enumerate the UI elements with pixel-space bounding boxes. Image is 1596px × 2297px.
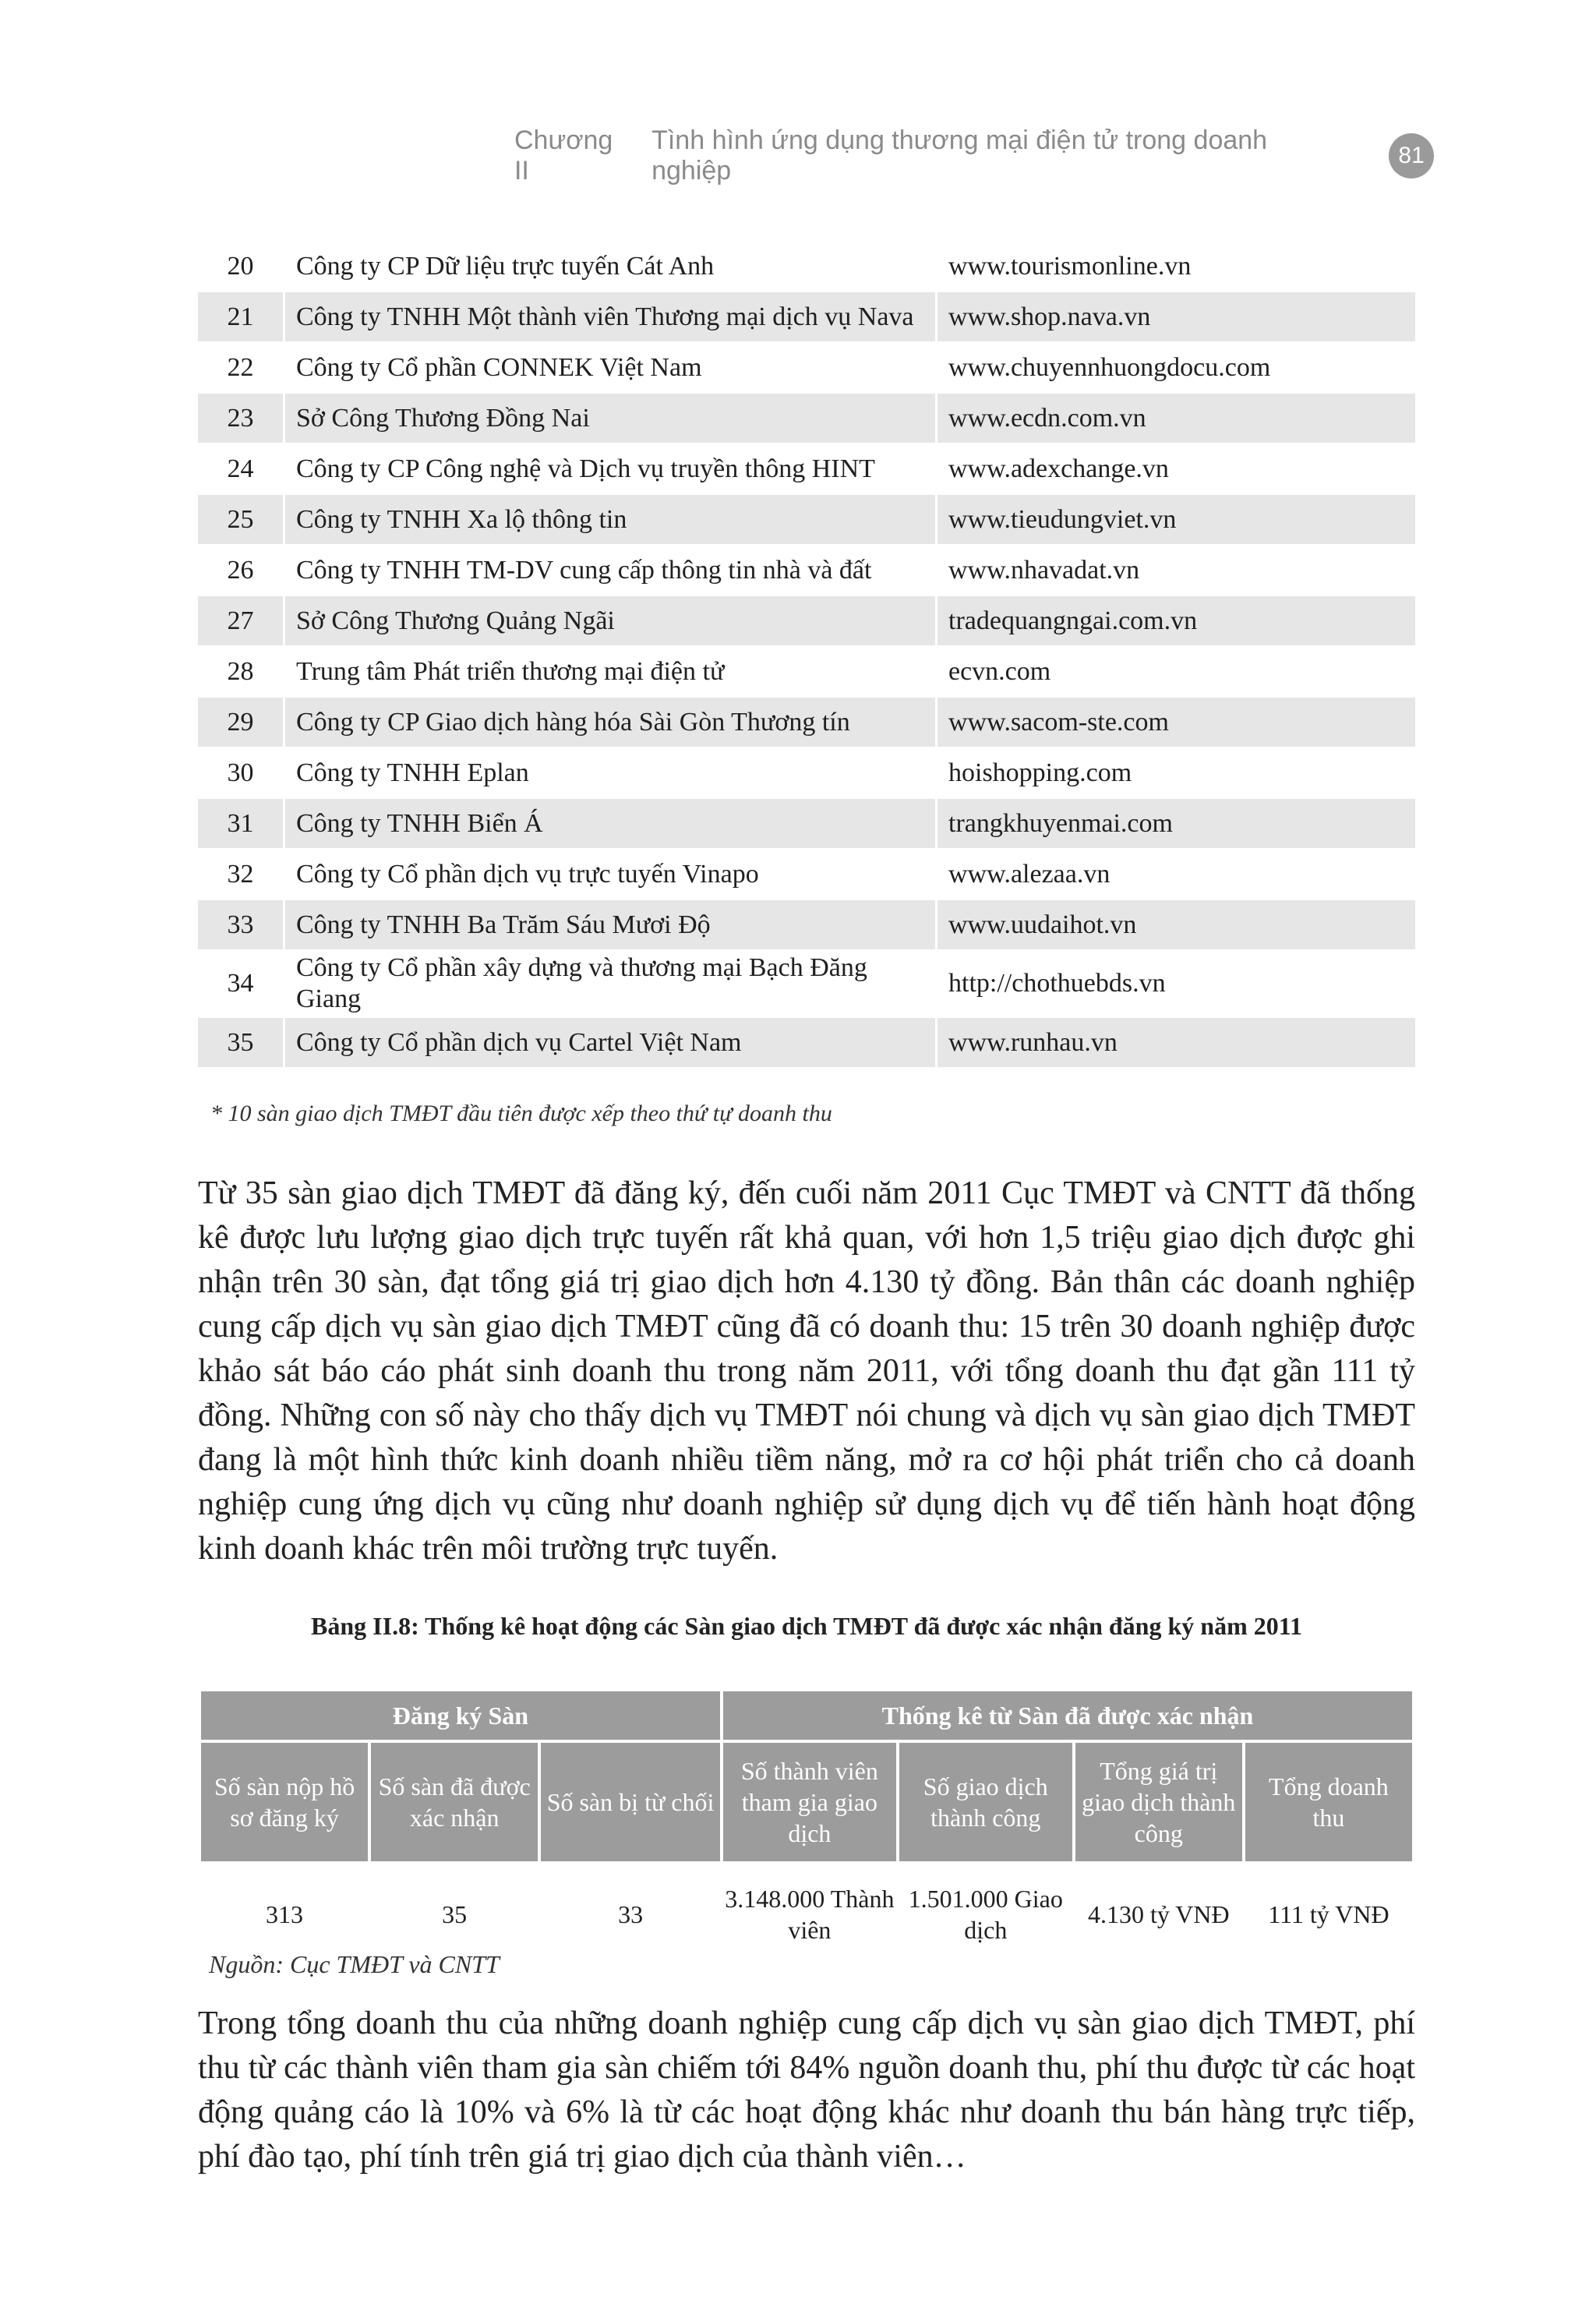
website-url: www.nhavadat.vn [948, 555, 1140, 585]
row-number: 22 [198, 343, 285, 392]
company-name: Công ty Cổ phần dịch vụ trực tuyến Vinapo [285, 850, 937, 899]
company-name: Công ty TNHH Một thành viên Thương mại dịch vụ Nava [285, 292, 937, 341]
table-row [198, 292, 1415, 341]
website-url: hoishopping.com [948, 758, 1132, 787]
company-name: Công ty CP Dữ liệu trực tuyến Cát Anh [285, 242, 937, 291]
table-row [198, 242, 1415, 291]
table-row [198, 799, 1415, 848]
column-header: Số sàn bị từ chối [539, 1741, 722, 1863]
row-number: 30 [198, 748, 285, 797]
table-row [198, 596, 1415, 645]
website-url: www.runhau.vn [937, 1018, 1415, 1067]
company-name: Công ty TNHH Ba Trăm Sáu Mươi Độ [285, 900, 937, 949]
table-caption: Bảng II.8: Thống kê hoạt động các Sàn giao dịch TMĐT đã được xác nhận đăng ký năm 2011 [311, 1612, 1302, 1640]
row-number: 21 [198, 292, 285, 341]
table-row [198, 951, 1415, 1016]
website-url: www.ecdn.com.vn [937, 394, 1415, 443]
website-url: ecvn.com [948, 656, 1051, 686]
column-header: Tổng doanh thu [1244, 1741, 1414, 1863]
table-row [198, 698, 1415, 747]
column-header: Số sàn đã được xác nhận [369, 1741, 539, 1863]
column-header: Số giao dịch thành công [898, 1741, 1074, 1863]
group-header-statistics: Thống kê từ Sàn đã được xác nhận [722, 1690, 1414, 1741]
row-number: 24 [198, 444, 285, 493]
table-row [198, 900, 1415, 949]
row-number: 23 [198, 394, 285, 443]
company-name: Sở Công Thương Đồng Nai [285, 394, 937, 443]
website-url: www.tieudungviet.vn [937, 495, 1415, 544]
table-footnote: * 10 sàn giao dịch TMĐT đầu tiên được xếp theo thứ tự doanh thu [210, 1101, 832, 1126]
row-number: 25 [198, 495, 285, 544]
row-number: 20 [198, 242, 285, 291]
page-number: 81 [1389, 133, 1434, 178]
company-name: Công ty Cổ phần dịch vụ Cartel Việt Nam [285, 1018, 937, 1067]
group-header-registration: Đăng ký Sàn [200, 1690, 722, 1741]
company-name: Công ty Cổ phần CONNEK Việt Nam [285, 343, 937, 392]
row-number: 31 [198, 799, 285, 848]
stats-table [198, 1688, 1415, 1964]
row-number: 27 [198, 596, 285, 645]
website-url: www.shop.nava.vn [937, 292, 1415, 341]
company-name: Công ty TNHH TM-DV cung cấp thông tin nhà và đất [285, 546, 937, 595]
row-number: 33 [198, 900, 285, 949]
chapter-label: Chương II [514, 125, 613, 186]
company-name: Công ty TNHH Eplan [285, 748, 937, 797]
column-header: Số sàn nộp hồ sơ đăng ký [200, 1741, 369, 1863]
row-number: 34 [198, 951, 285, 1016]
table-cell: 4.130 tỷ VNĐ [1087, 1900, 1230, 1928]
body-paragraph-1: Từ 35 sàn giao dịch TMĐT đã đăng ký, đến cuối năm 2011 Cục TMĐT và CNTT đã thống kê được lưu lượng giao dịch trực tuyến rất khả quan, với hơn 1,5 triệu giao dịch được ghi nhận trên 30 sàn, đạt tổng giá trị giao dịch hơn 4.130 tỷ đồng. Bản thân các doanh nghiệp cung cấp dịch vụ sàn giao dịch TMĐT cũng đã có doanh thu: 15 trên 30 doanh nghiệp được khảo sát báo cáo phát sinh doanh thu trong năm 2011, với tổng doanh thu đạt gần 111 tỷ đồng. Những con số này cho thấy dịch vụ TMĐT nói chung và dịch vụ sàn giao dịch TMĐT đang là một hình thức kinh doanh nhiều tiềm năng, mở ra cơ hội phát triển cho cả doanh nghiệp cung ứng dịch vụ cũng như doanh nghiệp sử dụng dịch vụ để tiến hành hoạt động kinh doanh khác trên môi trường trực tuyến. [198, 1175, 1415, 1567]
website-url: www.tourismonline.vn [948, 251, 1192, 281]
row-number: 28 [198, 647, 285, 696]
exchange-list-table [198, 240, 1415, 1069]
table-row [198, 546, 1415, 595]
website-url: http://chothuebds.vn [948, 969, 1166, 998]
website-url: tradequangngai.com.vn [937, 596, 1415, 645]
table-row [198, 748, 1415, 797]
website-url: trangkhuyenmai.com [937, 799, 1415, 848]
table-row [198, 343, 1415, 392]
table-cell: 111 tỷ VNĐ [1268, 1900, 1389, 1928]
row-number: 29 [198, 698, 285, 747]
body-paragraph-2: Trong tổng doanh thu của những doanh nghiệp cung cấp dịch vụ sàn giao dịch TMĐT, phí thu từ các thành viên tham gia sàn chiếm tới 84% nguồn doanh thu, phí thu được từ các hoạt động quảng cáo là 10% và 6% là từ các hoạt động khác như doanh thu bán hàng trực tiếp, phí đào tạo, phí tính trên giá trị giao dịch của thành viên… [198, 2005, 1415, 2175]
table-row [198, 444, 1415, 493]
table-row [198, 495, 1415, 544]
table-row [198, 850, 1415, 899]
website-url: www.adexchange.vn [948, 454, 1169, 483]
company-name: Công ty TNHH Biển Á [285, 799, 937, 848]
company-name: Sở Công Thương Quảng Ngãi [285, 596, 937, 645]
row-number: 26 [198, 546, 285, 595]
table-cell: 35 [442, 1900, 468, 1928]
website-url: www.alezaa.vn [948, 859, 1110, 889]
company-name: Công ty Cổ phần xây dựng và thương mại Bạch Đăng Giang [285, 951, 937, 1016]
chapter-title: Tình hình ứng dụng thương mại điện tử trong doanh nghiệp [651, 125, 1268, 186]
column-header: Tổng giá trị giao dịch thành công [1074, 1741, 1244, 1863]
table-row [198, 1018, 1415, 1067]
column-header: Số thành viên tham gia giao dịch [722, 1741, 898, 1863]
company-name: Công ty TNHH Xa lộ thông tin [285, 495, 937, 544]
website-url: www.chuyennhuongdocu.com [948, 352, 1271, 382]
source-note: Nguồn: Cục TMĐT và CNTT [209, 1950, 500, 1978]
website-url: www.sacom-ste.com [937, 698, 1415, 747]
table-cell: 313 [266, 1900, 304, 1928]
table-cell: 3.148.000 Thành viên [725, 1885, 895, 1944]
table-cell: 1.501.000 Giao dịch [908, 1885, 1063, 1944]
company-name: Công ty CP Giao dịch hàng hóa Sài Gòn Thương tín [285, 698, 937, 747]
table-row [198, 394, 1415, 443]
website-url: www.uudaihot.vn [937, 900, 1415, 949]
table-cell: 33 [618, 1900, 644, 1928]
table-row [198, 647, 1415, 696]
row-number: 35 [198, 1018, 285, 1067]
row-number: 32 [198, 850, 285, 899]
running-header [514, 125, 1434, 186]
company-name: Công ty CP Công nghệ và Dịch vụ truyền thông HINT [285, 444, 937, 493]
company-name: Trung tâm Phát triển thương mại điện tử [285, 647, 937, 696]
